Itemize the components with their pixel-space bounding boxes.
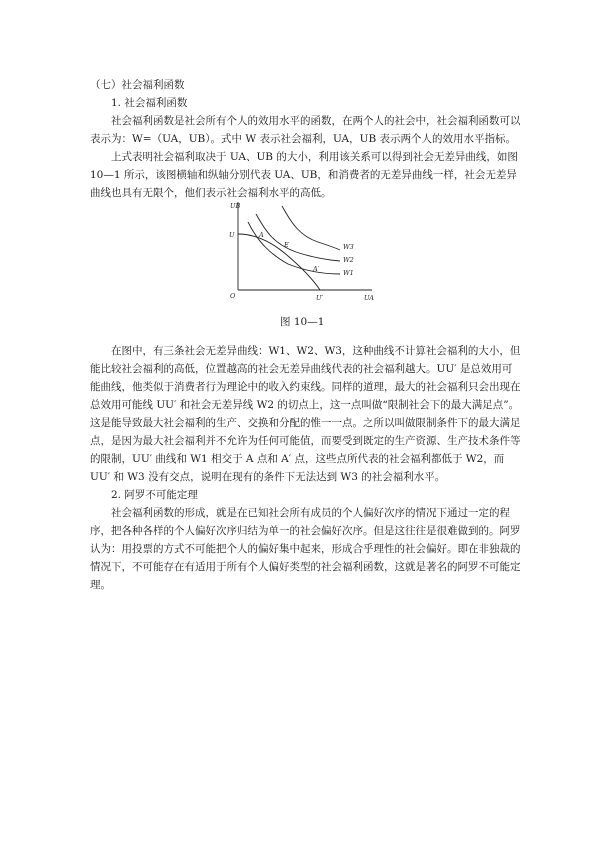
paragraph-3: 在图中，有三条社会无差异曲线：W1、W2、W3，这种曲线不计算社会福利的大小，但能比较社会福利的高低，位置越高的社会无差异曲线代表的社会福利越大。UU′ 是总效用可能曲线，他类似于消费者行为理论中的收入约束线。同样的道理，最大的社会福利只会出现在总效用可能线 UU′ 和社会无差异线 W2 的切点上，这一点叫做“限制社会下的最大满足点”。这是能导致最大社会福利的生产、交换和分配的惟一一点。之所以叫做限制条件下的最大满足点，是因为最大社会福利并不允许为任何可能值，而要受到既定的生产资源、生产技术条件等的限制，UU′ 曲线和 W1 相交于 A 点和 A′ 点，这些点所代表的社会福利都低于 W2，而 UU′ 和 W3 没有交点，说明在现有的条件下无法达到 W3 的社会福利水平。	[90, 345, 521, 483]
paragraph-1: 社会福利函数是社会所有个人的效用水平的函数，在两个人的社会中，社会福利函数可以表示为：W=（UA，UB）。式中 W 表示社会福利，UA，UB 表示两个人的效用水平指标。	[90, 115, 521, 145]
y-axis-label: UB	[230, 202, 241, 210]
curve-w1-label: W1	[343, 269, 354, 277]
section-upper	[90, 76, 522, 202]
figure-caption: 图 10—1	[280, 316, 325, 328]
point-u-prime-label: U′	[316, 294, 323, 302]
point-a-label: A	[259, 231, 264, 239]
curve-w3-label: W3	[343, 243, 354, 251]
subsection-title-2: 2. 阿罗不可能定理	[111, 489, 198, 501]
section-title: （七）社会福利函数	[90, 79, 185, 91]
x-axis-label: UA	[364, 294, 374, 302]
origin-label: O	[230, 292, 236, 300]
point-a-prime-label: A′	[313, 265, 320, 273]
point-u-label: U	[229, 231, 235, 239]
paragraph-2: 上式表明社会福利取决于 UA、UB 的大小，利用该关系可以得到社会无差异曲线，如图 10—1 所示，该图横轴和纵轴分别代表 UA、UB，和消费者的无差异曲线一样，社会无差异曲线也具有无限个，他们表示社会福利水平的高低。	[90, 151, 518, 199]
section-lower	[90, 342, 522, 594]
curve-w1	[248, 222, 340, 274]
curve-w2	[256, 214, 340, 261]
paragraph-4: 社会福利函数的形成，就是在已知社会所有成员的个人偏好次序的情况下通过一定的程序，把各种各样的个人偏好次序归结为单一的社会偏好次序。但是这往往是很难做到的。阿罗认为：用投票的方式不可能把个人的偏好集中起来，形成合乎理性的社会偏好。即在非独裁的情况下，不可能存在有适用于所有个人偏好类型的社会福利函数，这就是著名的阿罗不可能定理。	[90, 507, 521, 591]
curve-w2-label: W2	[343, 256, 354, 264]
point-e-label: E	[284, 241, 289, 249]
social-welfare-figure	[222, 194, 378, 309]
subsection-title-1: 1. 社会福利函数	[111, 97, 188, 109]
curve-uu-prime	[238, 234, 320, 290]
curve-w3	[282, 206, 340, 250]
